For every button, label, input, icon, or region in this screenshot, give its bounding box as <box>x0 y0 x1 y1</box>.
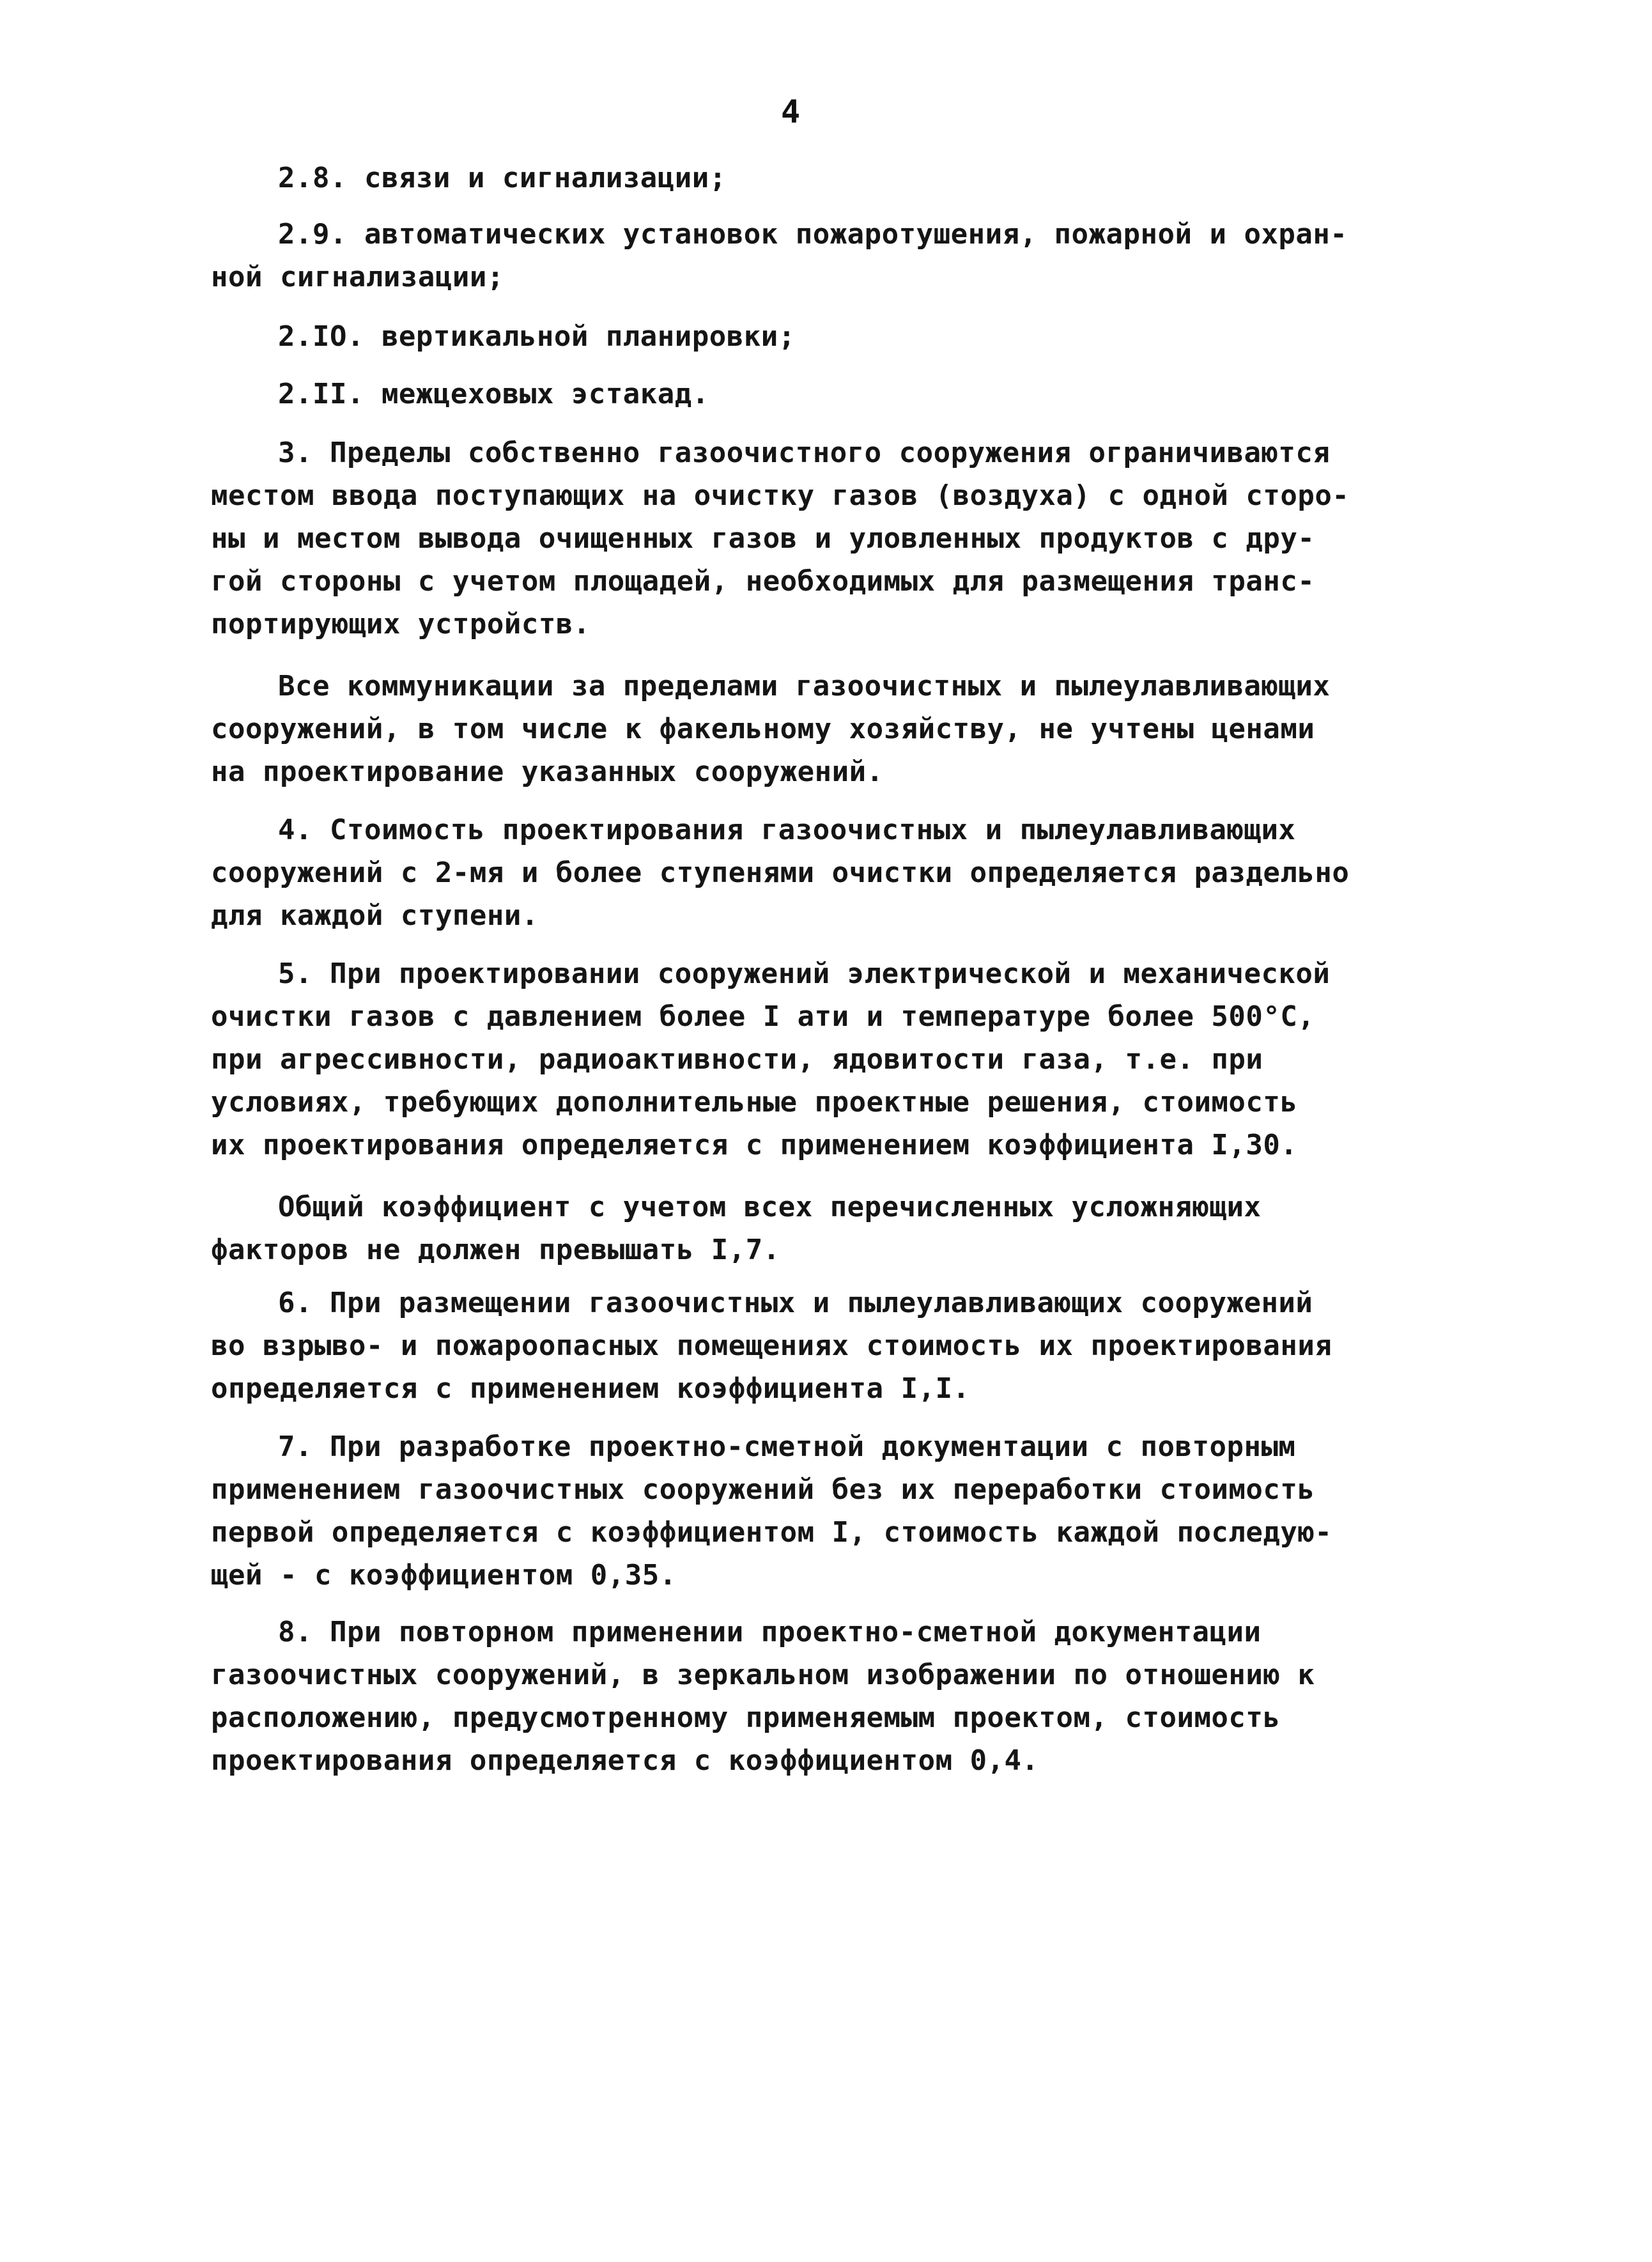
text-line: 7. При разработке проектно-сметной документации с повторным <box>278 1430 1296 1463</box>
text-line: 2.9. автоматических установок пожаротушения, пожарной и охран- <box>278 218 1348 251</box>
paragraph-communications <box>211 665 1400 793</box>
text-line: ны и местом вывода очищенных газов и уловленных продуктов с дру- <box>211 522 1315 555</box>
text-line: 2.II. межцеховых эстакад. <box>278 378 709 410</box>
page-number: 4 <box>781 93 801 130</box>
text-line: расположению, предусмотренному применяемым проектом, стоимость <box>211 1701 1281 1734</box>
paragraph-4 <box>211 809 1400 937</box>
text-line: очистки газов с давлением более I ати и температуре более 500°С, <box>211 1000 1315 1033</box>
paragraph-2-9 <box>211 213 1400 298</box>
text-line: Общий коэффициент с учетом всех перечисленных усложняющих <box>278 1191 1262 1223</box>
text-line: для каждой ступени. <box>211 899 539 932</box>
text-line: 6. При размещении газоочистных и пылеулавливающих сооружений <box>278 1287 1313 1319</box>
paragraph-general-coefficient <box>211 1186 1400 1271</box>
paragraph-5 <box>211 952 1400 1166</box>
paragraph-2-11 <box>211 373 1400 415</box>
text-line: гой стороны с учетом площадей, необходимых для размещения транс- <box>211 565 1315 598</box>
text-line: первой определяется с коэффициентом I, стоимость каждой последую- <box>211 1516 1332 1549</box>
text-line: на проектирование указанных сооружений. <box>211 755 884 788</box>
text-line: проектирования определяется с коэффициентом 0,4. <box>211 1744 1039 1777</box>
text-line: щей - с коэффициентом 0,35. <box>211 1559 677 1592</box>
text-line: во взрыво- и пожароопасных помещениях стоимость их проектирования <box>211 1329 1332 1362</box>
text-line: определяется с применением коэффициента I,I. <box>211 1372 970 1405</box>
text-line: применением газоочистных сооружений без их переработки стоимость <box>211 1473 1315 1506</box>
paragraph-6 <box>211 1282 1400 1410</box>
text-line: 3. Пределы собственно газоочистного сооружения ограничиваются <box>278 437 1331 469</box>
text-line: Все коммуникации за пределами газоочистных и пылеулавливающих <box>278 670 1331 702</box>
text-line: 4. Стоимость проектирования газоочистных и пылеулавливающих <box>278 814 1296 846</box>
paragraph-2-10 <box>211 315 1400 358</box>
paragraph-3 <box>211 431 1400 646</box>
text-line: газоочистных сооружений, в зеркальном изображении по отношению к <box>211 1659 1315 1691</box>
text-line: факторов не должен превышать I,7. <box>211 1234 780 1266</box>
text-line: 2.8. связи и сигнализации; <box>278 162 727 194</box>
text-line: 5. При проектировании сооружений электрической и механической <box>278 957 1331 990</box>
text-line: 2.IO. вертикальной планировки; <box>278 320 796 353</box>
text-line: ной сигнализации; <box>211 261 504 293</box>
text-line: портирующих устройств. <box>211 608 591 640</box>
text-line: 8. При повторном применении проектно-сметной документации <box>278 1616 1262 1648</box>
paragraph-2-8 <box>211 157 1400 199</box>
text-line: условиях, требующих дополнительные проектные решения, стоимость <box>211 1086 1298 1119</box>
paragraph-7 <box>211 1425 1400 1597</box>
paragraph-8 <box>211 1611 1400 1782</box>
text-line: их проектирования определяется с применением коэффициента I,30. <box>211 1129 1298 1161</box>
text-line: сооружений с 2-мя и более ступенями очистки определяется раздельно <box>211 856 1350 889</box>
text-line: местом ввода поступающих на очистку газов (воздуха) с одной сторо- <box>211 479 1350 512</box>
text-line: сооружений, в том числе к факельному хозяйству, не учтены ценами <box>211 713 1315 745</box>
text-line: при агрессивности, радиоактивности, ядовитости газа, т.е. при <box>211 1043 1263 1076</box>
